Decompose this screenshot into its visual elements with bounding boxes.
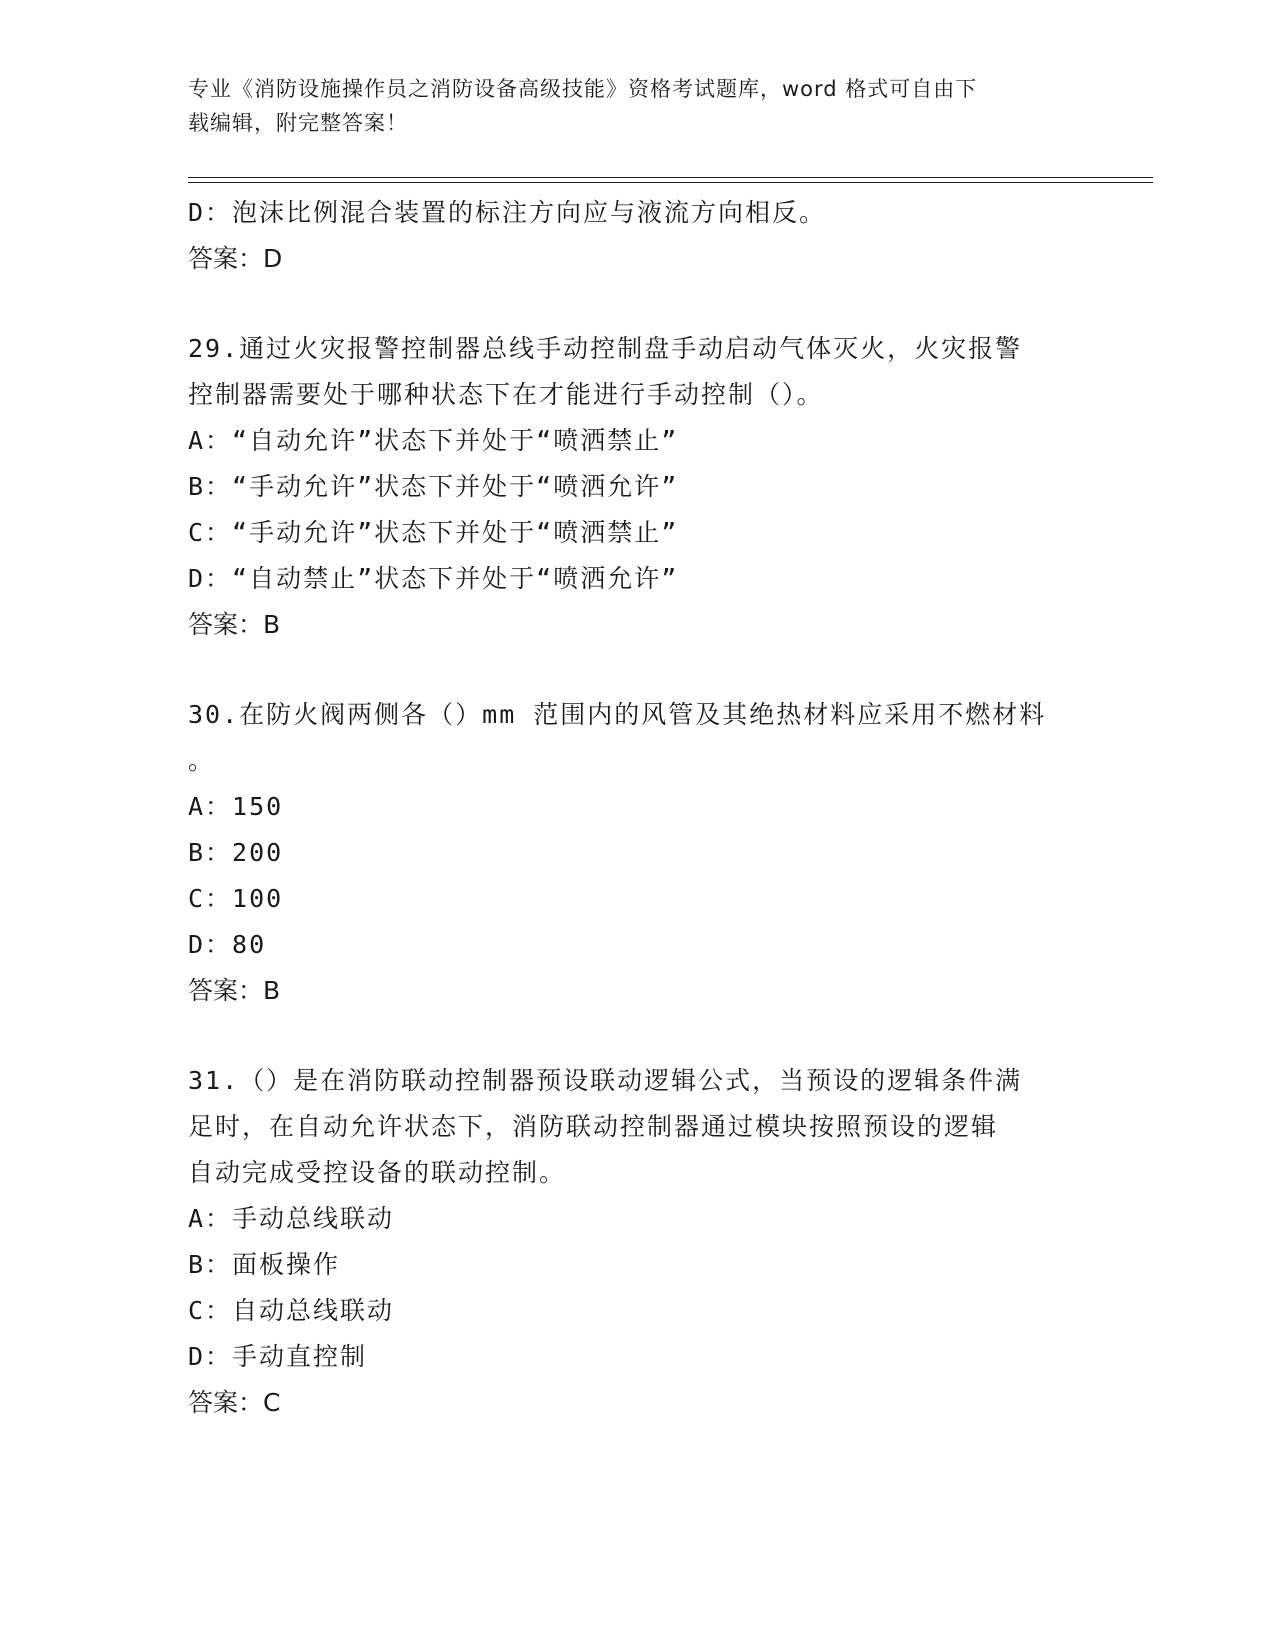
answer: 答案：D [188,244,283,273]
spacer [188,648,1088,692]
spacer [188,1014,1088,1058]
option-c: C：自动总线联动 [188,1296,395,1325]
option-c: C：“手动允许”状态下并处于“喷洒禁止” [188,518,679,547]
question-29 [188,326,1088,648]
answer: 答案：B [188,610,281,639]
question-text-line-3: 自动完成受控设备的联动控制。 [188,1158,567,1187]
question-list [188,190,1088,1426]
option-a: A：“自动允许”状态下并处于“喷洒禁止” [188,426,679,455]
question-text-line-1: 30.在防火阀两侧各（）mm 范围内的风管及其绝热材料应采用不燃材料 [188,700,1047,729]
question-text-line-2: 控制器需要处于哪种状态下在才能进行手动控制（）。 [188,380,824,409]
header-divider-top [188,177,1153,178]
option-b: B：面板操作 [188,1250,341,1279]
option-c: C：100 [188,884,284,913]
question-28-tail [188,190,1088,282]
header-divider-bottom [188,182,1153,183]
header-line-2: 载编辑，附完整答案！ [188,111,408,135]
document-header [188,72,1088,140]
option-d: D：“自动禁止”状态下并处于“喷洒允许” [188,564,679,593]
option-a: A：150 [188,792,284,821]
question-30 [188,692,1088,1014]
option-b: B：200 [188,838,284,867]
option-d: D：泡沫比例混合装置的标注方向应与液流方向相反。 [188,198,827,227]
question-text-line-2: 。 [188,746,216,775]
question-text-line-1: 31.（）是在消防联动控制器预设联动逻辑公式，当预设的逻辑条件满 [188,1066,1023,1095]
question-text-line-1: 29.通过火灾报警控制器总线手动控制盘手动启动气体灭火，火灾报警 [188,334,1023,363]
answer: 答案：B [188,976,281,1005]
option-a: A：手动总线联动 [188,1204,395,1233]
answer: 答案：C [188,1388,281,1417]
header-line-1: 专业《消防设施操作员之消防设备高级技能》资格考试题库，word 格式可自由下 [188,77,978,101]
option-d: D：手动直控制 [188,1342,368,1371]
option-d: D：80 [188,930,267,959]
spacer [188,282,1088,326]
question-text-line-2: 足时，在自动允许状态下，消防联动控制器通过模块按照预设的逻辑 [188,1112,999,1141]
option-b: B：“手动允许”状态下并处于“喷洒允许” [188,472,679,501]
question-31 [188,1058,1088,1426]
